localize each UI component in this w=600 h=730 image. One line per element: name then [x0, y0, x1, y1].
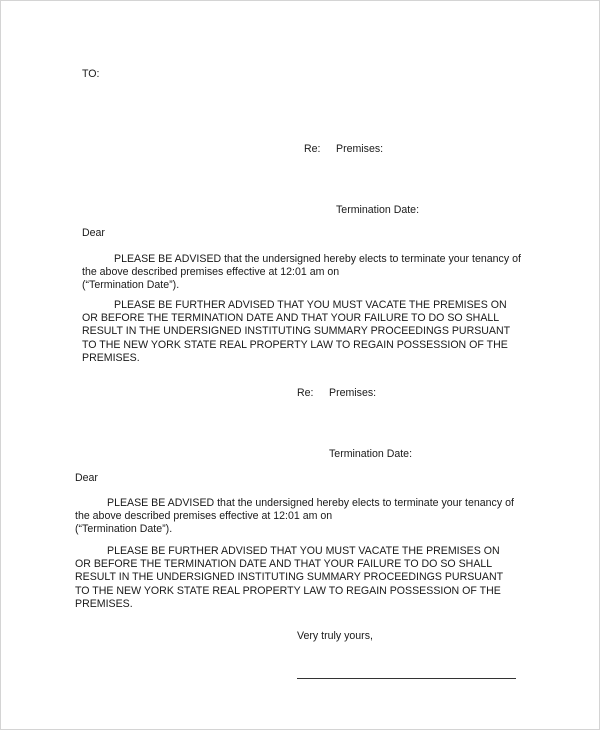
paragraph-line: (“Termination Date”).	[82, 279, 180, 292]
paragraph-line: PLEASE BE FURTHER ADVISED THAT YOU MUST VACATE THE PREMISES ON	[107, 545, 500, 557]
paragraph-line: TO THE NEW YORK STATE REAL PROPERTY LAW TO REGAIN POSSESSION OF THE	[82, 338, 508, 351]
paragraph-line: OR BEFORE THE TERMINATION DATE AND THAT YOUR FAILURE TO DO SO SHALL	[75, 558, 493, 571]
paragraph-line: RESULT IN THE UNDERSIGNED INSTITUTING SUMMARY PROCEEDINGS PURSUANT	[75, 571, 504, 584]
termination-date-label: Termination Date:	[329, 448, 413, 460]
further-advised-paragraph	[82, 299, 510, 365]
closing: Very truly yours,	[297, 630, 373, 642]
paragraph-line: PLEASE BE FURTHER ADVISED THAT YOU MUST VACATE THE PREMISES ON	[114, 299, 507, 311]
paragraph-line: PREMISES.	[82, 351, 140, 364]
advised-paragraph	[75, 497, 514, 537]
salutation: Dear	[82, 227, 105, 239]
termination-date-label: Termination Date:	[336, 204, 420, 216]
signature-line	[297, 678, 516, 679]
paragraph-line: PLEASE BE ADVISED that the undersigned hereby elects to terminate your tenancy of	[114, 253, 521, 265]
premises-label: Premises:	[336, 143, 384, 155]
further-advised-paragraph	[75, 545, 503, 611]
paragraph-line: OR BEFORE THE TERMINATION DATE AND THAT YOUR FAILURE TO DO SO SHALL	[82, 312, 500, 325]
paragraph-line: PLEASE BE ADVISED that the undersigned hereby elects to terminate your tenancy of	[107, 497, 514, 509]
salutation: Dear	[75, 472, 98, 484]
paragraph-line: PREMISES.	[75, 597, 133, 610]
paragraph-line: RESULT IN THE UNDERSIGNED INSTITUTING SUMMARY PROCEEDINGS PURSUANT	[82, 325, 511, 338]
advised-paragraph	[82, 253, 521, 293]
re-label: Re:	[304, 143, 321, 155]
paragraph-line: the above described premises effective at 12:01 am on	[82, 266, 340, 279]
premises-label: Premises:	[329, 387, 377, 399]
paragraph-line: (“Termination Date”).	[75, 523, 173, 536]
paragraph-line: TO THE NEW YORK STATE REAL PROPERTY LAW TO REGAIN POSSESSION OF THE	[75, 584, 501, 597]
re-label: Re:	[297, 387, 314, 399]
to-label: TO:	[82, 68, 100, 80]
paragraph-line: the above described premises effective at 12:01 am on	[75, 510, 333, 523]
